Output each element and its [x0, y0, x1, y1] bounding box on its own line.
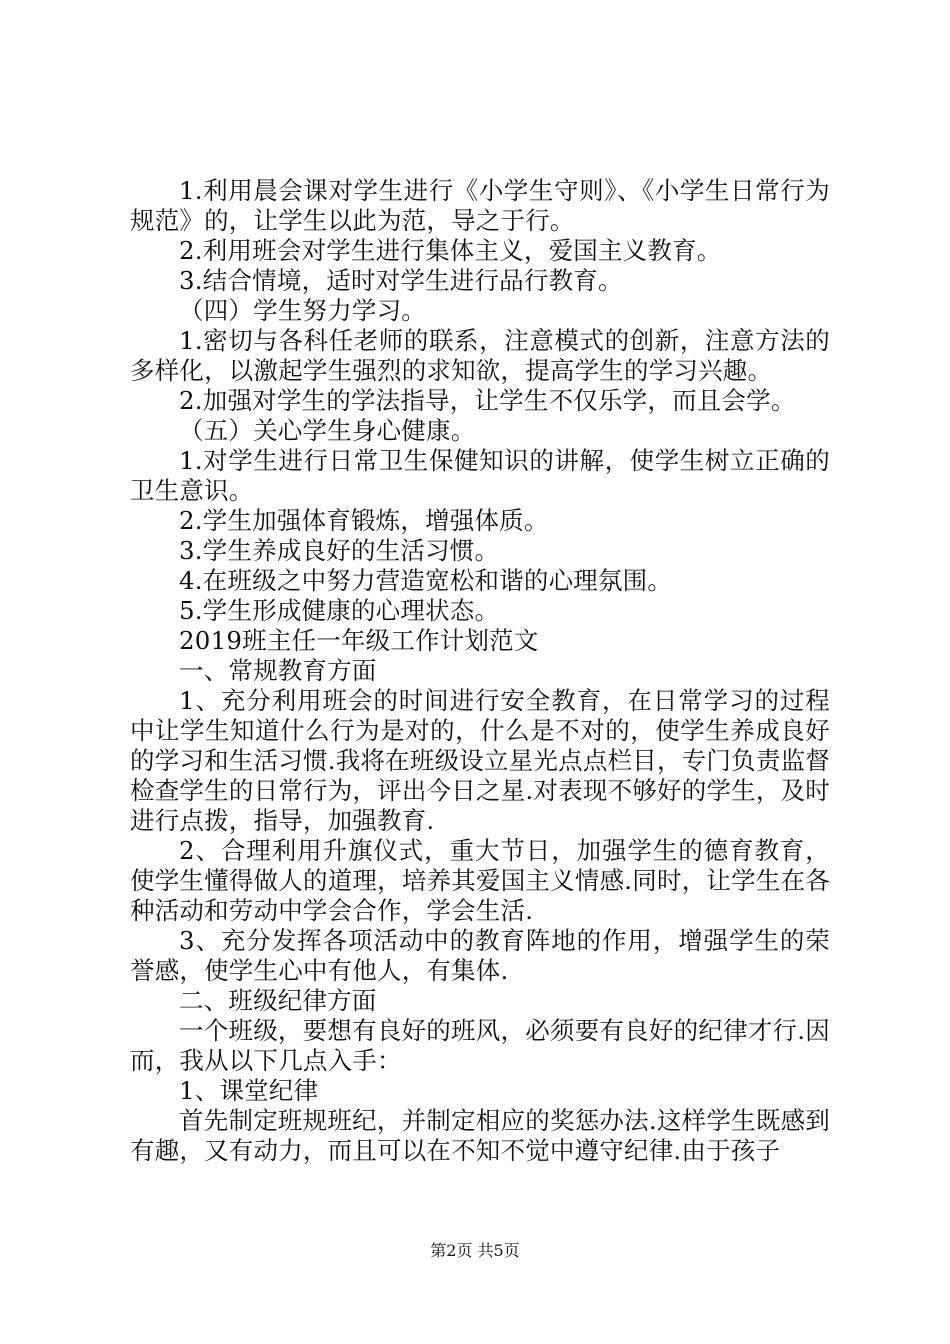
- paragraph-6: 2.加强对学生的学法指导，让学生不仅乐学，而且会学。: [179, 386, 796, 415]
- document-title: 2019班主任一年级工作计划范文: [179, 626, 539, 655]
- paragraph-5: 1.密切与各科任老师的联系，注意模式的创新，注意方法的多样化，以激起学生强烈的求知欲，提高学生的学习兴趣。: [130, 326, 830, 385]
- section-heading-4: （四）学生努力学习。: [179, 296, 426, 325]
- paragraph-3: 3.结合情境，适时对学生进行品行教育。: [179, 266, 623, 295]
- paragraph-16: 2、合理利用升旗仪式，重大节日，加强学生的德育教育，使学生懂得做人的道理，培养其爱国主义情感.同时，让学生在各种活动和劳动中学会合作，学会生活.: [130, 836, 830, 925]
- section-heading-1: 一、常规教育方面: [179, 656, 377, 685]
- paragraph-21: 首先制定班规班纪，并制定相应的奖惩办法.这样学生既感到有趣，又有动力，而且可以在不知不觉中遵守纪律.由于孩子: [130, 1106, 830, 1165]
- paragraph-17: 3、充分发挥各项活动中的教育阵地的作用，增强学生的荣誉感，使学生心中有他人，有集体.: [130, 926, 830, 985]
- document-body: [130, 176, 830, 1166]
- paragraph-10: 3.学生养成良好的生活习惯。: [179, 536, 500, 565]
- section-heading-5: （五）关心学生身心健康。: [179, 416, 476, 445]
- paragraph-9: 2.学生加强体育锻炼，增强体质。: [179, 506, 549, 535]
- paragraph-12: 5.学生形成健康的心理状态。: [179, 596, 500, 625]
- paragraph-11: 4.在班级之中努力营造宽松和谐的心理氛围。: [179, 566, 673, 595]
- paragraph-15: 1、充分利用班会的时间进行安全教育，在日常学习的过程中让学生知道什么行为是对的，什么是不对的，使学生养成良好的学习和生活习惯.我将在班级设立星光点点栏目，专门负责监督检查学生的日常行为，评出今日之星.对表现不够好的学生，及时进行点拨，指导，加强教育.: [130, 686, 830, 835]
- section-heading-2: 二、班级纪律方面: [179, 986, 377, 1015]
- subsection-heading-1: 1、课堂纪律: [179, 1076, 319, 1105]
- paragraph-1: 1.利用晨会课对学生进行《小学生守则》、《小学生日常行为规范》的，让学生以此为范，导之于行。: [130, 176, 830, 235]
- paragraph-8: 1.对学生进行日常卫生保健知识的讲解，使学生树立正确的卫生意识。: [130, 446, 830, 505]
- paragraph-19: 一个班级，要想有良好的班风，必须要有良好的纪律才行.因而，我从以下几点入手：: [130, 1016, 830, 1075]
- page-footer: 第2页 共5页: [430, 1241, 520, 1260]
- paragraph-2: 2.利用班会对学生进行集体主义，爱国主义教育。: [179, 236, 722, 265]
